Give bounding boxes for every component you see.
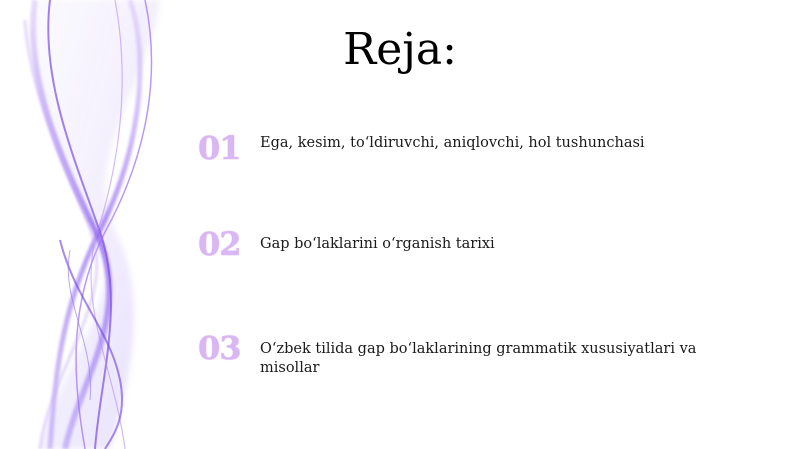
slide-title: Reja: [343,24,457,75]
agenda-text-1: Ega, kesim, to‘ldiruvchi, aniqlovchi, hol tushunchasi [260,135,645,151]
agenda-text-2: Gap bo‘laklarini o‘rganish tarixi [260,236,495,252]
purple-smoke-ribbon-icon [0,0,200,449]
agenda-number-2: 02 [198,225,241,263]
agenda-text-3: O‘zbek tilida gap bo‘laklarining grammatik xususiyatlari va misollar [260,341,697,376]
agenda-number-1: 01 [198,129,241,167]
agenda-number-3: 03 [198,329,241,367]
